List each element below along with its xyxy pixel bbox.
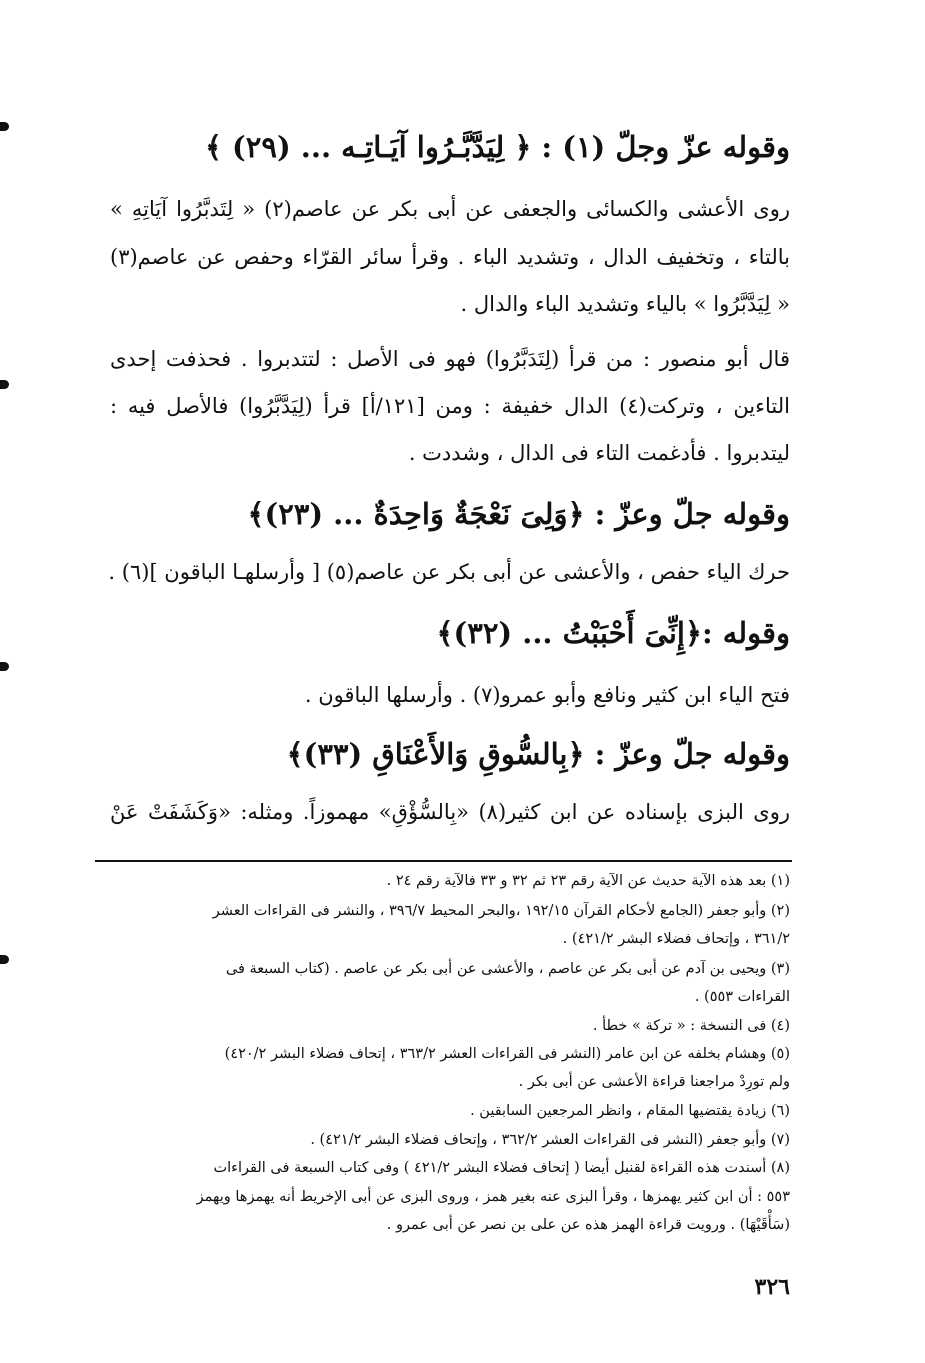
footnote-line: ٥٥٣ : أن ابن كثير يهمزها ، وقرأ البزى عنه بغير همز ، وروى البزى عن أبى الإخريط أنه يهمزها ويهمز: [196, 1189, 790, 1205]
footnote-line: (٢) وأبو جعفر (الجامع لأحكام القرآن ١٩٢/١٥ ،والبحر المحيط ٣٩٦/٧ ، والنشر فى القراءات العشر: [212, 903, 790, 919]
text-line: بالتاء ، وتخفيف الدال ، وتشديد الباء . وقرأ سائر القرّاء وحفص عن عاصم(٣): [110, 245, 790, 269]
footnote-separator: [95, 860, 792, 862]
scan-margin-mark: [0, 380, 9, 389]
text-line: فتح الياء ابن كثير ونافع وأبو عمرو(٧) . وأرسلها الباقون .: [304, 683, 790, 707]
page-number: ٣٢٦: [754, 1274, 790, 1300]
footnote-line: ولم تورِدْ مراجعنا قراءة الأعشى عن أبى بكر .: [518, 1074, 790, 1090]
commentary-line: التاءين ، وتركت(٤) الدال خفيفة : ومن [١٢١/أ] قرأ (لِيَدَّبَّرُوا) فالأصل فيه :: [110, 394, 790, 418]
verse-heading-23: وقوله جلّ وعزّ : ﴿وَلِىَ نَعْجَةٌ وَاحِدَةٌ ... (٢٣)﴾: [247, 497, 790, 531]
commentary-line: ليتدبروا . فأدغمت التاء فى الدال ، وشددت .: [408, 441, 790, 465]
commentary-line: قال أبو منصور : من قرأ (لِتَدَبَّرُوا) فهو فى الأصل : لتتدبروا . فحذفت إحدى: [110, 347, 790, 371]
footnote-line: القراءات ٥٥٣) .: [694, 989, 790, 1005]
footnote-line: (٤) فى النسخة : « تركة » خطأ .: [592, 1018, 790, 1034]
footnote-line: (٨) أسندت هذه القراءة لقنبل أيضا ( إتحاف فضلاء البشر ٤٢١/٢ ) وفى كتاب السبعة فى القراءات: [213, 1160, 790, 1176]
verse-heading-32: وقوله :﴿إِنِّىَ أَحْبَبْتُ ... (٣٢)﴾: [436, 616, 790, 650]
text-line: « لِيَدَّبَّرُوا » بالياء وتشديد الباء والدال .: [460, 292, 790, 316]
footnote-line: (٦) زيادة يقتضيها المقام ، وانظر المرجعين السابقين .: [470, 1103, 790, 1119]
footnote-line: (١) بعد هذه الآية حديث عن الآية رقم ٢٣ ثم ٣٢ و ٣٣ فالآية رقم ٢٤ .: [386, 873, 790, 889]
verse-heading-33: وقوله جلّ وعزّ : ﴿بِالسُّوقِ وَالأَعْنَاقِ (٣٣)﴾: [286, 737, 790, 771]
verse-heading-29: وقوله عزّ وجلّ (١) : ﴿ لِيَدَّبَّـرُوا آيَـاتِـه ... (٢٩) ﴾: [204, 130, 790, 164]
footnote-line: (٥) وهشام بخلفه عن ابن عامر (النشر فى القراءات العشر ٣٦٣/٢ ، إتحاف فضلاء البشر ٤٢٠/٢): [224, 1046, 790, 1062]
text-line: روى الأعشى والكسائى والجعفى عن أبى بكر عن عاصم(٢) « لِتَدبَّرُوا آيَاتِهِ »: [110, 197, 790, 221]
text-line: حرك الياء حفص ، والأعشى عن أبى بكر عن عاصم(٥) [ وأرسلهـا الباقون ](٦) .: [108, 560, 790, 584]
scan-margin-mark: [0, 955, 9, 964]
footnote-line: (٣) ويحيى بن آدم عن أبى بكر عن عاصم ، والأعشى عن أبى بكر عن عاصم . (كتاب السبعة فى: [225, 961, 790, 977]
scan-margin-mark: [0, 662, 9, 671]
footnote-line: ٣٦١/٢ ، وإتحاف فضلاء البشر ٤٢١/٢) .: [562, 931, 790, 947]
text-line: روى البزى بإسناده عن ابن كثير(٨) «بِالسُّؤْقِ» مهموزاً. ومثله: «وَكَشَفَتْ عَنْ: [110, 800, 790, 824]
footnote-line: (سَأْقَيْهَا) . ورويت قراءة الهمز هذه عن على بن نصر عن أبى عمرو .: [386, 1217, 790, 1233]
footnote-line: (٧) وأبو جعفر (النشر فى القراءات العشر ٣٦٢/٢ ، وإتحاف فضلاء البشر ٤٢١/٢) .: [310, 1132, 790, 1148]
scan-margin-mark: [0, 122, 9, 131]
